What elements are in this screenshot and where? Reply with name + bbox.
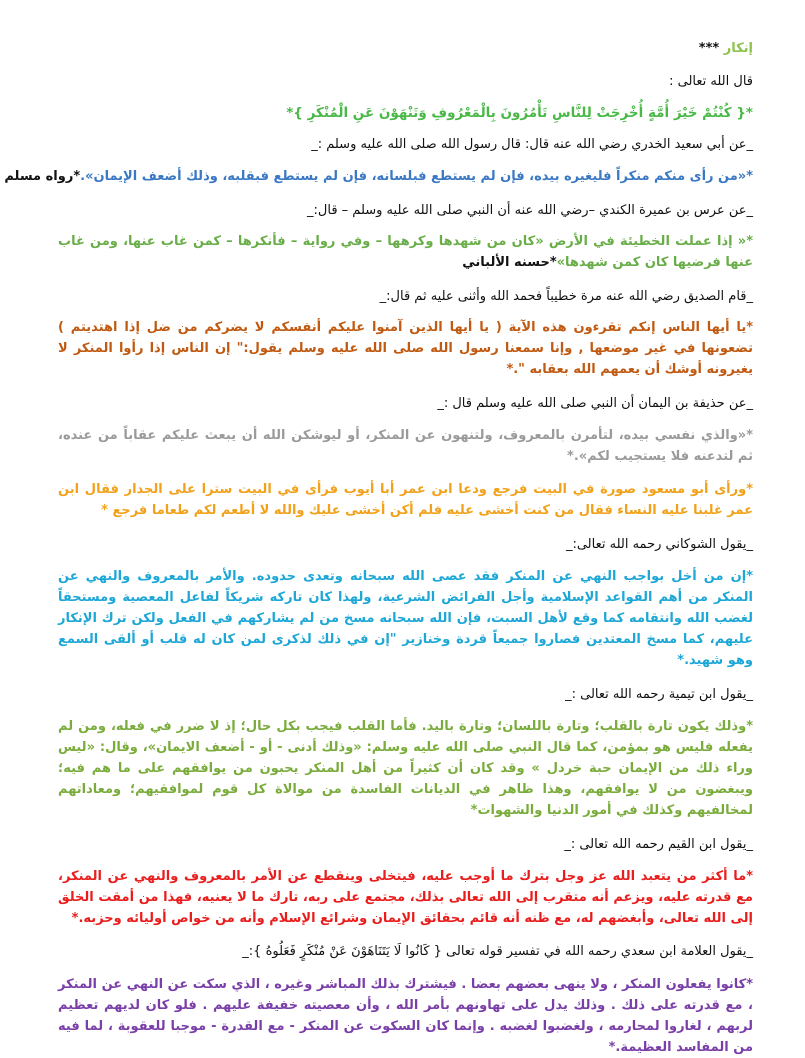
ibn-qayyim-intro: _يقول ابن القيم رحمه الله تعالى :_ bbox=[564, 837, 753, 852]
siddiq-sermon: *يا أيها الناس إنكم تقرءون هذه الآية ( يا أيها الذين آمنوا عليكم أنفسكم لا يضركم من ضل إذا اهتديتم ) تضعونها في غير موضعها , وإنا سمعنا رسول الله صلى الله عليه وسلم يقول:" إن الناس إذا رأوا المنكر لا يغيرونه أوشك أن يعمهم الله بعقابه ".* bbox=[58, 320, 753, 377]
heading-title: إنكار bbox=[723, 41, 753, 56]
hadith-2-body: *« إذا عملت الخطيئة في الأرض «كان من شهدها وكرهها – وفي رواية – فأنكرها – كمن غاب عنها، ومن غاب عنها فرضيها كان كمن شهدها» bbox=[58, 234, 753, 270]
hadith-1-body: *«من رأى منكم منكراً فليغيره بيده، فإن لم يستطع فبلسانه، فإن لم يستطع فبقلبه، وذلك أضعف الإيمان». bbox=[80, 169, 753, 184]
hadith-3-intro: _عن حذيفة بن اليمان أن النبي صلى الله عليه وسلم قال :_ bbox=[437, 396, 753, 411]
hadith-1-text bbox=[4, 166, 753, 187]
document-heading bbox=[58, 38, 753, 59]
hadith-2-text bbox=[58, 231, 753, 273]
abu-masud-story: *ورأى أبو مسعود صورة في البيت فرجع ودعا ابن عمر أبا أيوب فرأى في البيت سترا على الجدار فقال ابن عمر غلبنا عليه النساء فقال من كنت أخشى عليه فلم أكن أخشى عليك والله لا أطعم لكم طعاما فرجع * bbox=[58, 482, 753, 518]
shawkani-intro: _يقول الشوكاني رحمه الله تعالى:_ bbox=[565, 537, 753, 552]
ibn-taymiyyah-intro: _يقول ابن تيمية رحمه الله تعالى :_ bbox=[565, 687, 753, 702]
hadith-2-source: *حسنه الألباني bbox=[462, 255, 557, 270]
ibn-qayyim-quote: *ما أكثر من يتعبد الله عز وجل بترك ما أوجب عليه، فيتخلى وينقطع عن الأمر بالمعروف والنهي عن المنكر، مع قدرته عليه، ويزعم أنه متقرب إلى الله تعالى بذلك، مجتمع على ربه، تارك ما لا يعنيه، فهذا من أمقت الخلق إلى الله تعالى، وأبغضهم له، مع ظنه أنه قائم بحقائق الإيمان وشرائع الإسلام وأنه من خواص أوليائه وحزبه.* bbox=[58, 869, 753, 926]
shawkani-quote: *إن من أخل بواجب النهي عن المنكر فقد عصى الله سبحانه وتعدى حدوده. والأمر بالمعروف والنهي عن المنكر من أهم القواعد الإسلامية وأجل الفرائض الشرعية، ولهذا كان تاركه شريكاً لفاعل المعصية ومستحقاً لغضب الله وانتقامه كما وقع لأهل السبت، فإن الله سبحانه مسخ من لم يشاركهم في الفعل ولكن ترك الإنكار عليهم، كما مسخ المعتدين فصاروا جميعاً قردة وخنازير "إن في ذلك لذكرى لمن كان له قلب أو ألقى السمع وهو شهيد.* bbox=[58, 569, 753, 668]
ibn-saadi-quote: *كانوا يفعلون المنكر ، ولا ينهى بعضهم بعضا . فيشترك بذلك المباشر وغيره ، الذي سكت عن النهي عن المنكر ، مع قدرته على ذلك . وذلك يدل على تهاونهم بأمر الله ، وأن معصيته خفيفة عليهم . فلو كان لديهم تعظيم لربهم ، لغاروا لمحارمه ، ولغضبوا لغضبه . وإنما كان السكوت عن المنكر - مع القدرة - موجبا للعقوبة ، لما فيه من المفاسد العظيمة.* bbox=[58, 977, 753, 1055]
hadith-1-intro: _عن أبي سعيد الخدري رضي الله عنه قال: قال رسول الله صلى الله عليه وسلم :_ bbox=[311, 137, 753, 152]
hadith-2-intro: _عن عرس بن عميرة الكندي –رضي الله عنه أن النبي صلى الله عليه وسلم – قال:_ bbox=[307, 203, 753, 218]
hadith-1-source: *رواه مسلم bbox=[4, 169, 81, 184]
ibn-taymiyyah-quote: *وذلك يكون تارة بالقلب؛ وتارة باللسان؛ وتارة باليد. فأما القلب فيجب بكل حال؛ إذ لا ضرر في فعله، ومن لم يفعله فليس هو بمؤمن، كما قال النبي صلى الله عليه وسلم: «وذلك أدنى - أو - أضعف الايمان»، وقال: «ليس وراء ذلك من الإيمان حبة خردل » وقد كان أن كثيراً من أهل المنكر يحبون من يوافقهم على ما هم فيه؛ ويبغضون من لا يوافقهم، وهذا ظاهر في الديانات الفاسدة من موالاة كل قوم لموافقيهم؛ ومعاداتهم لمخالفيهم وكذلك في أمور الدنيا والشهوات* bbox=[58, 719, 753, 818]
siddiq-intro: _قام الصديق رضي الله عنه مرة خطيباً فحمد الله وأثنى عليه ثم قال:_ bbox=[379, 289, 753, 304]
intro-quran-label: قال الله تعالى : bbox=[669, 74, 753, 89]
hadith-3-text: *«والذي نفسي بيده، لتأمرن بالمعروف، ولتنهون عن المنكر، أو ليوشكن الله أن يبعث عليكم عقاباً من عنده، ثم لتدعنه فلا يستجيب لكم».* bbox=[58, 428, 753, 464]
heading-stars: *** bbox=[698, 41, 720, 56]
ibn-saadi-intro: _يقول العلامة ابن سعدي رحمه الله في تفسير قوله تعالى { كَانُوا لَا يَتَنَاهَوْنَ عَنْ مُنْكَرٍ فَعَلُوهُ }:_ bbox=[242, 944, 753, 959]
quran-verse: *{ كُنْتُمْ خَيْرَ أُمَّةٍ أُخْرِجَتْ لِلنَّاسِ تَأْمُرُونَ بِالْمَعْرُوفِ وَتَنْهَوْنَ عَنِ الْمُنْكَرِ }* bbox=[286, 105, 753, 121]
